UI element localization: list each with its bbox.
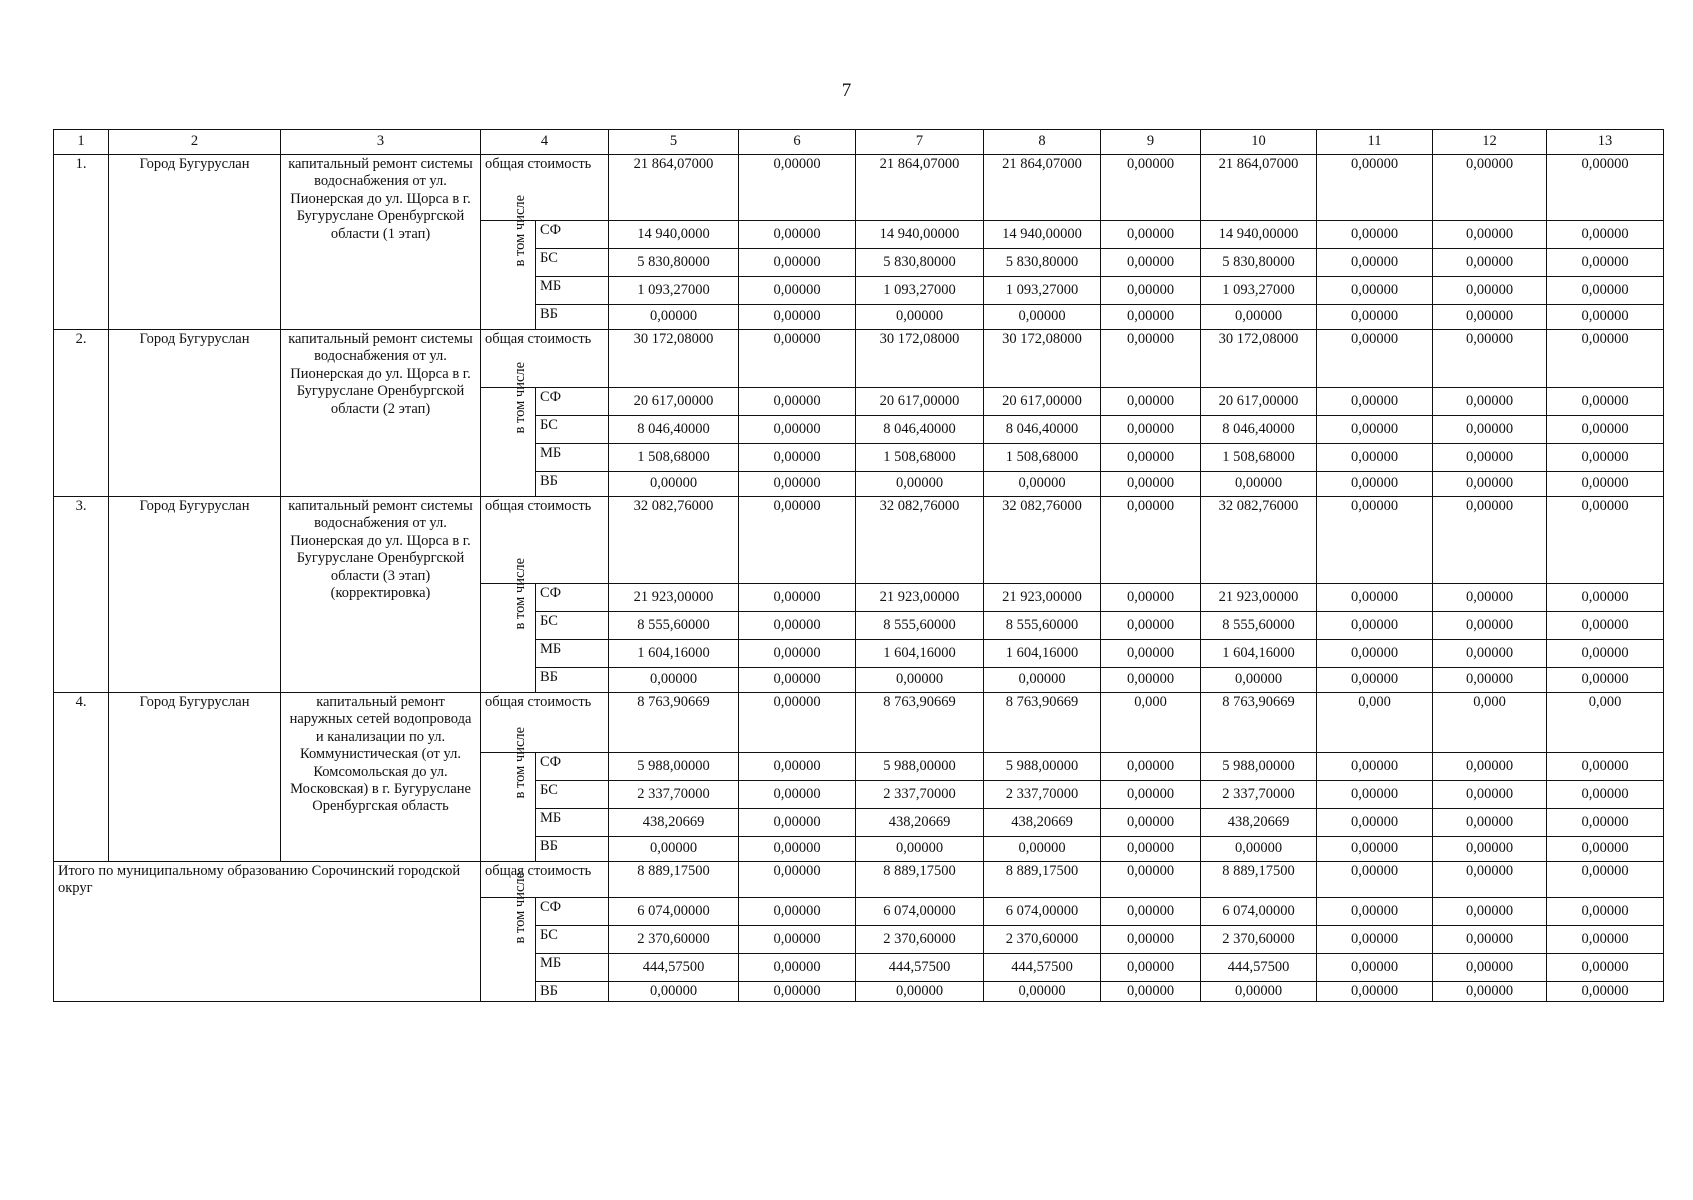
value-cell: 0,00000	[1317, 898, 1433, 926]
value-cell: 0,00000	[609, 305, 739, 330]
funding-source: СФ	[536, 753, 609, 781]
value-cell: 0,00000	[739, 444, 856, 472]
project-total-row	[54, 693, 1664, 753]
value-cell: 8 763,90669	[984, 693, 1101, 753]
value-cell: 0,00000	[1547, 668, 1664, 693]
value-cell: 0,00000	[609, 837, 739, 862]
value-cell: 2 337,70000	[984, 781, 1101, 809]
value-cell: 0,00000	[1433, 584, 1547, 612]
including-label	[481, 361, 536, 497]
value-cell: 8 763,90669	[609, 693, 739, 753]
value-cell: 6 074,00000	[609, 898, 739, 926]
value-cell: 21 923,00000	[609, 584, 739, 612]
value-cell: 8 555,60000	[1201, 612, 1317, 640]
including-label	[481, 194, 536, 330]
funding-source: МБ	[536, 954, 609, 982]
value-cell: 438,20669	[984, 809, 1101, 837]
funding-source: СФ	[536, 221, 609, 249]
column-header: 6	[739, 130, 856, 155]
value-cell: 1 508,68000	[609, 444, 739, 472]
funding-source: БС	[536, 926, 609, 954]
funding-source: СФ	[536, 584, 609, 612]
value-cell: 0,00000	[1317, 612, 1433, 640]
value-cell: 20 617,00000	[609, 388, 739, 416]
value-cell: 20 617,00000	[856, 388, 984, 416]
municipality: Город Бугуруслан	[109, 155, 281, 330]
funding-source: БС	[536, 612, 609, 640]
value-cell: 0,00000	[1101, 249, 1201, 277]
value-cell: 8 763,90669	[856, 693, 984, 753]
value-cell: 0,00000	[739, 155, 856, 221]
value-cell: 0,000	[1547, 693, 1664, 753]
value-cell: 1 508,68000	[856, 444, 984, 472]
value-cell: 0,00000	[609, 668, 739, 693]
value-cell: 8 046,40000	[609, 416, 739, 444]
value-cell: 0,00000	[1101, 612, 1201, 640]
value-cell: 0,00000	[739, 898, 856, 926]
value-cell: 20 617,00000	[1201, 388, 1317, 416]
value-cell: 8 889,17500	[856, 862, 984, 898]
value-cell: 0,00000	[1547, 388, 1664, 416]
value-cell: 21 864,07000	[1201, 155, 1317, 221]
value-cell: 0,00000	[1433, 640, 1547, 668]
municipality: Город Бугуруслан	[109, 693, 281, 862]
value-cell: 0,00000	[739, 277, 856, 305]
value-cell: 0,00000	[1547, 249, 1664, 277]
summary-label: Итого по муниципальному образованию Сорочинский городской округ	[54, 862, 481, 1002]
value-cell: 14 940,00000	[1201, 221, 1317, 249]
row-number: 1.	[54, 155, 109, 330]
project-name: капитальный ремонт системы водоснабжения от ул. Пионерская до ул. Щорса в г. Бугуруслане Оренбургской области (2 этап)	[281, 330, 481, 497]
value-cell: 2 337,70000	[1201, 781, 1317, 809]
value-cell: 30 172,08000	[609, 330, 739, 388]
value-cell: 14 940,0000	[609, 221, 739, 249]
column-header: 4	[481, 130, 609, 155]
value-cell: 0,00000	[1547, 155, 1664, 221]
column-header: 7	[856, 130, 984, 155]
funding-source: ВБ	[536, 982, 609, 1002]
value-cell: 444,57500	[609, 954, 739, 982]
value-cell: 438,20669	[1201, 809, 1317, 837]
value-cell: 5 988,00000	[1201, 753, 1317, 781]
value-cell: 0,00000	[739, 249, 856, 277]
value-cell: 0,00000	[1433, 753, 1547, 781]
value-cell: 0,00000	[1433, 305, 1547, 330]
value-cell: 5 830,80000	[984, 249, 1101, 277]
value-cell: 0,00000	[739, 330, 856, 388]
row-number: 4.	[54, 693, 109, 862]
value-cell: 0,00000	[1101, 668, 1201, 693]
column-header: 1	[54, 130, 109, 155]
value-cell: 0,00000	[739, 640, 856, 668]
funding-source: ВБ	[536, 837, 609, 862]
value-cell: 32 082,76000	[1201, 497, 1317, 584]
value-cell: 0,00000	[1317, 305, 1433, 330]
value-cell: 0,00000	[1101, 862, 1201, 898]
value-cell: 5 830,80000	[609, 249, 739, 277]
value-cell: 0,00000	[1101, 277, 1201, 305]
value-cell: 0,00000	[1317, 277, 1433, 305]
value-cell: 0,00000	[1317, 155, 1433, 221]
value-cell: 30 172,08000	[984, 330, 1101, 388]
value-cell: 0,00000	[856, 472, 984, 497]
column-header: 12	[1433, 130, 1547, 155]
value-cell: 0,00000	[1433, 668, 1547, 693]
funding-source: СФ	[536, 898, 609, 926]
value-cell: 32 082,76000	[984, 497, 1101, 584]
value-cell: 0,00000	[1317, 584, 1433, 612]
value-cell: 0,00000	[856, 668, 984, 693]
value-cell: 0,00000	[1101, 781, 1201, 809]
value-cell: 0,00000	[1547, 330, 1664, 388]
value-cell: 0,00000	[1433, 221, 1547, 249]
value-cell: 0,00000	[1547, 926, 1664, 954]
value-cell: 0,00000	[1433, 612, 1547, 640]
value-cell: 0,00000	[1547, 305, 1664, 330]
page-number: 7	[841, 80, 852, 101]
value-cell: 6 074,00000	[1201, 898, 1317, 926]
value-cell: 0,00000	[1433, 781, 1547, 809]
value-cell: 0,00000	[984, 982, 1101, 1002]
value-cell: 30 172,08000	[856, 330, 984, 388]
value-cell: 0,00000	[1317, 472, 1433, 497]
value-cell: 438,20669	[609, 809, 739, 837]
value-cell: 0,00000	[1547, 416, 1664, 444]
value-cell: 0,000	[1433, 693, 1547, 753]
value-cell: 14 940,00000	[856, 221, 984, 249]
value-cell: 0,00000	[1317, 954, 1433, 982]
value-cell: 2 370,60000	[609, 926, 739, 954]
value-cell: 0,00000	[856, 305, 984, 330]
value-cell: 0,00000	[1547, 982, 1664, 1002]
value-cell: 0,00000	[1547, 277, 1664, 305]
value-cell: 0,00000	[1433, 898, 1547, 926]
value-cell: 0,00000	[984, 472, 1101, 497]
value-cell: 1 604,16000	[1201, 640, 1317, 668]
value-cell: 0,00000	[984, 305, 1101, 330]
value-cell: 0,00000	[739, 388, 856, 416]
value-cell: 0,00000	[1317, 926, 1433, 954]
value-cell: 0,00000	[1101, 584, 1201, 612]
value-cell: 0,00000	[1101, 416, 1201, 444]
value-cell: 2 370,60000	[1201, 926, 1317, 954]
funding-source: ВБ	[536, 305, 609, 330]
value-cell: 21 923,00000	[984, 584, 1101, 612]
value-cell: 0,00000	[1101, 221, 1201, 249]
value-cell: 0,00000	[1101, 753, 1201, 781]
column-header: 8	[984, 130, 1101, 155]
value-cell: 0,00000	[1201, 982, 1317, 1002]
project-name: капитальный ремонт системы водоснабжения от ул. Пионерская до ул. Щорса в г. Бугуруслане Оренбургской области (1 этап)	[281, 155, 481, 330]
value-cell: 0,00000	[739, 497, 856, 584]
value-cell: 0,00000	[1433, 249, 1547, 277]
value-cell: 0,00000	[1433, 862, 1547, 898]
including-text: в том числе	[512, 871, 529, 944]
value-cell: 1 093,27000	[984, 277, 1101, 305]
including-text: в том числе	[512, 194, 529, 267]
value-cell: 0,00000	[856, 982, 984, 1002]
value-cell: 0,00000	[1317, 388, 1433, 416]
value-cell: 1 508,68000	[1201, 444, 1317, 472]
funding-source: МБ	[536, 640, 609, 668]
value-cell: 0,00000	[1201, 837, 1317, 862]
value-cell: 0,00000	[1547, 497, 1664, 584]
funding-source: БС	[536, 249, 609, 277]
value-cell: 0,00000	[1101, 926, 1201, 954]
project-name: капитальный ремонт системы водоснабжения от ул. Пионерская до ул. Щорса в г. Бугуруслане Оренбургской области (3 этап) (корректировка)	[281, 497, 481, 693]
value-cell: 0,00000	[1433, 416, 1547, 444]
value-cell: 0,000	[1101, 693, 1201, 753]
value-cell: 0,00000	[1547, 612, 1664, 640]
value-cell: 0,00000	[739, 305, 856, 330]
general-cost-label: общая стоимость	[481, 155, 609, 221]
value-cell: 0,00000	[1433, 277, 1547, 305]
header-row	[54, 130, 1664, 155]
value-cell: 0,00000	[1547, 862, 1664, 898]
value-cell: 5 830,80000	[1201, 249, 1317, 277]
value-cell: 0,00000	[1317, 982, 1433, 1002]
value-cell: 0,00000	[1317, 668, 1433, 693]
funding-source: СФ	[536, 388, 609, 416]
project-total-row	[54, 497, 1664, 584]
including-label	[481, 871, 536, 1002]
value-cell: 0,00000	[984, 668, 1101, 693]
value-cell: 0,00000	[1547, 809, 1664, 837]
funding-source: МБ	[536, 444, 609, 472]
including-text: в том числе	[512, 557, 529, 630]
value-cell: 0,00000	[1433, 497, 1547, 584]
row-number: 3.	[54, 497, 109, 693]
value-cell: 0,00000	[1547, 898, 1664, 926]
value-cell: 0,00000	[739, 472, 856, 497]
value-cell: 0,00000	[1433, 954, 1547, 982]
value-cell: 14 940,00000	[984, 221, 1101, 249]
value-cell: 0,00000	[1547, 753, 1664, 781]
value-cell: 2 337,70000	[609, 781, 739, 809]
value-cell: 1 604,16000	[609, 640, 739, 668]
value-cell: 0,00000	[1433, 155, 1547, 221]
value-cell: 21 923,00000	[1201, 584, 1317, 612]
value-cell: 8 046,40000	[984, 416, 1101, 444]
value-cell: 0,00000	[739, 416, 856, 444]
value-cell: 0,00000	[1317, 249, 1433, 277]
general-cost-label: общая стоимость	[481, 330, 609, 388]
municipality: Город Бугуруслан	[109, 497, 281, 693]
value-cell: 2 337,70000	[856, 781, 984, 809]
value-cell: 0,00000	[1317, 444, 1433, 472]
value-cell: 444,57500	[1201, 954, 1317, 982]
project-name: капитальный ремонт наружных сетей водопровода и канализации по ул. Коммунистическая (от ул. Комсомольская до ул. Московская) в г. Бугуруслане Оренбургская область	[281, 693, 481, 862]
value-cell: 6 074,00000	[984, 898, 1101, 926]
funding-source: БС	[536, 781, 609, 809]
value-cell: 8 555,60000	[984, 612, 1101, 640]
value-cell: 0,00000	[1101, 809, 1201, 837]
project-total-row	[54, 330, 1664, 388]
value-cell: 0,00000	[739, 584, 856, 612]
value-cell: 0,00000	[1201, 472, 1317, 497]
value-cell: 0,00000	[1433, 982, 1547, 1002]
value-cell: 0,00000	[1547, 781, 1664, 809]
value-cell: 8 889,17500	[609, 862, 739, 898]
value-cell: 0,00000	[1547, 640, 1664, 668]
column-header: 5	[609, 130, 739, 155]
value-cell: 0,00000	[1101, 155, 1201, 221]
summary-total-row	[54, 862, 1664, 898]
value-cell: 5 988,00000	[856, 753, 984, 781]
value-cell: 1 604,16000	[984, 640, 1101, 668]
value-cell: 0,00000	[1101, 388, 1201, 416]
value-cell: 0,00000	[739, 668, 856, 693]
value-cell: 0,00000	[739, 837, 856, 862]
including-label	[481, 557, 536, 693]
value-cell: 0,00000	[1101, 305, 1201, 330]
value-cell: 6 074,00000	[856, 898, 984, 926]
value-cell: 0,00000	[1547, 444, 1664, 472]
value-cell: 0,000	[1317, 693, 1433, 753]
funding-source: ВБ	[536, 668, 609, 693]
value-cell: 0,00000	[1317, 781, 1433, 809]
value-cell: 0,00000	[1547, 221, 1664, 249]
value-cell: 0,00000	[1433, 809, 1547, 837]
value-cell: 438,20669	[856, 809, 984, 837]
value-cell: 0,00000	[1101, 898, 1201, 926]
value-cell: 0,00000	[1101, 954, 1201, 982]
value-cell: 20 617,00000	[984, 388, 1101, 416]
value-cell: 0,00000	[1317, 753, 1433, 781]
value-cell: 32 082,76000	[609, 497, 739, 584]
value-cell: 21 864,07000	[984, 155, 1101, 221]
value-cell: 0,00000	[1101, 837, 1201, 862]
funding-source: ВБ	[536, 472, 609, 497]
value-cell: 0,00000	[739, 753, 856, 781]
value-cell: 2 370,60000	[856, 926, 984, 954]
value-cell: 0,00000	[1101, 444, 1201, 472]
value-cell: 0,00000	[1317, 416, 1433, 444]
funding-source: МБ	[536, 809, 609, 837]
value-cell: 0,00000	[1317, 837, 1433, 862]
value-cell: 5 988,00000	[609, 753, 739, 781]
value-cell: 0,00000	[1101, 640, 1201, 668]
value-cell: 0,00000	[1317, 221, 1433, 249]
value-cell: 32 082,76000	[856, 497, 984, 584]
value-cell: 30 172,08000	[1201, 330, 1317, 388]
value-cell: 8 889,17500	[1201, 862, 1317, 898]
budget-table	[53, 129, 1664, 1002]
value-cell: 0,00000	[1317, 809, 1433, 837]
column-header: 2	[109, 130, 281, 155]
value-cell: 0,00000	[1547, 954, 1664, 982]
value-cell: 0,00000	[739, 693, 856, 753]
value-cell: 5 988,00000	[984, 753, 1101, 781]
value-cell: 1 093,27000	[1201, 277, 1317, 305]
value-cell: 8 889,17500	[984, 862, 1101, 898]
funding-source: БС	[536, 416, 609, 444]
value-cell: 0,00000	[1317, 862, 1433, 898]
value-cell: 0,00000	[1317, 330, 1433, 388]
value-cell: 8 763,90669	[1201, 693, 1317, 753]
value-cell: 0,00000	[739, 221, 856, 249]
value-cell: 0,00000	[1317, 640, 1433, 668]
value-cell: 0,00000	[609, 982, 739, 1002]
value-cell: 0,00000	[1433, 330, 1547, 388]
value-cell: 1 508,68000	[984, 444, 1101, 472]
value-cell: 2 370,60000	[984, 926, 1101, 954]
general-cost-label: общая стоимость	[481, 862, 609, 898]
value-cell: 0,00000	[1547, 584, 1664, 612]
column-header: 13	[1547, 130, 1664, 155]
value-cell: 0,00000	[1201, 668, 1317, 693]
value-cell: 0,00000	[1317, 497, 1433, 584]
row-number: 2.	[54, 330, 109, 497]
value-cell: 1 093,27000	[856, 277, 984, 305]
value-cell: 21 864,07000	[856, 155, 984, 221]
column-header: 9	[1101, 130, 1201, 155]
value-cell: 0,00000	[856, 837, 984, 862]
value-cell: 0,00000	[1433, 388, 1547, 416]
value-cell: 0,00000	[1433, 444, 1547, 472]
value-cell: 0,00000	[739, 982, 856, 1002]
value-cell: 0,00000	[1433, 837, 1547, 862]
value-cell: 1 604,16000	[856, 640, 984, 668]
value-cell: 1 093,27000	[609, 277, 739, 305]
value-cell: 5 830,80000	[856, 249, 984, 277]
value-cell: 21 864,07000	[609, 155, 739, 221]
general-cost-label: общая стоимость	[481, 497, 609, 584]
value-cell: 0,00000	[1101, 472, 1201, 497]
including-text: в том числе	[512, 361, 529, 434]
value-cell: 0,00000	[1547, 472, 1664, 497]
value-cell: 444,57500	[856, 954, 984, 982]
column-header: 11	[1317, 130, 1433, 155]
value-cell: 8 555,60000	[856, 612, 984, 640]
value-cell: 8 046,40000	[1201, 416, 1317, 444]
value-cell: 444,57500	[984, 954, 1101, 982]
value-cell: 8 046,40000	[856, 416, 984, 444]
value-cell: 0,00000	[739, 862, 856, 898]
value-cell: 0,00000	[739, 781, 856, 809]
value-cell: 0,00000	[1433, 472, 1547, 497]
value-cell: 0,00000	[1101, 982, 1201, 1002]
project-total-row	[54, 155, 1664, 221]
general-cost-label: общая стоимость	[481, 693, 609, 753]
value-cell: 0,00000	[739, 612, 856, 640]
value-cell: 0,00000	[1101, 497, 1201, 584]
value-cell: 21 923,00000	[856, 584, 984, 612]
column-header: 10	[1201, 130, 1317, 155]
value-cell: 0,00000	[609, 472, 739, 497]
including-text: в том числе	[512, 726, 529, 799]
value-cell: 0,00000	[739, 954, 856, 982]
value-cell: 0,00000	[1201, 305, 1317, 330]
value-cell: 0,00000	[739, 926, 856, 954]
including-label	[481, 726, 536, 862]
value-cell: 8 555,60000	[609, 612, 739, 640]
value-cell: 0,00000	[1547, 837, 1664, 862]
value-cell: 0,00000	[1101, 330, 1201, 388]
column-header: 3	[281, 130, 481, 155]
value-cell: 0,00000	[1433, 926, 1547, 954]
value-cell: 0,00000	[739, 809, 856, 837]
municipality: Город Бугуруслан	[109, 330, 281, 497]
value-cell: 0,00000	[984, 837, 1101, 862]
funding-source: МБ	[536, 277, 609, 305]
